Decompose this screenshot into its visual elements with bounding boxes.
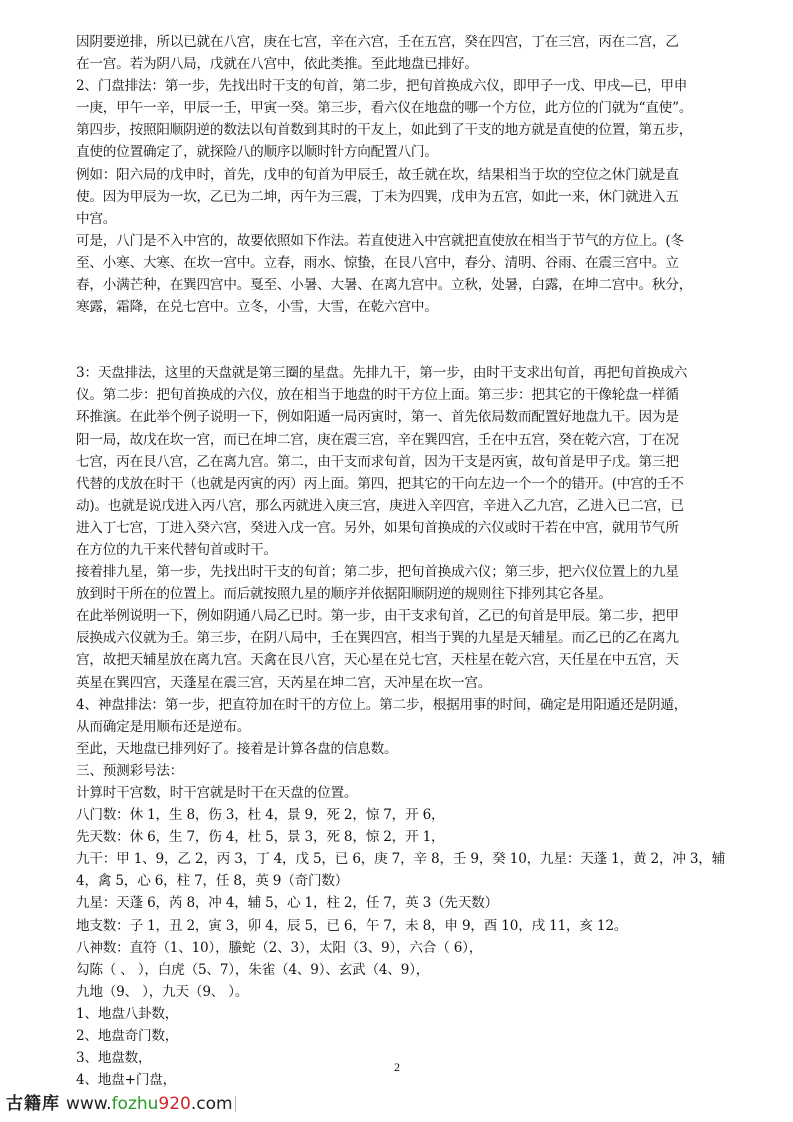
text-line: 九干：甲 1、9，乙 2，丙 3，丁 4，戊 5，已 6，庚 7，辛 8，壬 9，癸 10，九星：天蓬 1，黄 2，冲 3，辅 — [76, 851, 726, 868]
text-line: 计算时干宫数，时干宫就是时干在天盘的位置。 — [76, 785, 358, 801]
text-line: 仪。第二步：把旬首换成的六仪，放在相当于地盘的时干方位上面。第三步：把其它的干像轮盘一样循 — [76, 387, 679, 404]
text-line: 3：天盘排法，这里的天盘就是第三圈的星盘。先排九干，第一步，由时干支求出旬首，再把旬首换成六 — [76, 365, 688, 382]
text-line: 4、神盘排法：第一步，把直符加在时干的方位上。第二步，根据用事的时间，确定是用阳遁还是阴遁， — [76, 696, 688, 713]
text-line: 三、预测彩号法： — [76, 762, 184, 779]
text-line: 2、门盘排法：第一步，先找出时干支的旬首，第二步，把旬首换成六仪，即甲子一戊、甲戌—已，甲申 — [76, 78, 688, 95]
paragraph-spacer — [76, 318, 736, 362]
text-line: 至、小寒、大寒、在坎一宫中。立春，雨水、惊蛰，在艮八宫中，春分、清明、谷雨、在震三宫中。立 — [76, 254, 679, 271]
text-line: 例如：阳六局的戊申时，首先，戊申的旬首为甲辰壬，故壬就在坎，结果相当于坎的空位之休门就是直 — [76, 166, 679, 183]
text-line: 从而确定是用顺布还是逆布。 — [76, 718, 251, 735]
text-line: 勾陈（ 、 ），白虎（5、7），朱雀（4、9）、玄武（4、9）， — [76, 961, 430, 978]
text-line: 3、地盘数， — [76, 1050, 152, 1067]
paragraph — [76, 694, 736, 738]
text-line: 先天数：休 6，生 7，伤 4，杜 5，景 3，死 8，惊 2，开 1， — [76, 829, 445, 846]
text-line: 在方位的九干来代替旬首或时干。 — [76, 541, 277, 558]
paragraph — [76, 75, 736, 163]
text-line: 九星：天蓬 6，芮 8，冲 4，辅 5，心 1，柱 2，任 7，英 3（先天数） — [76, 895, 499, 912]
text-line: 4、地盘+门盘， — [76, 1072, 177, 1089]
watermark-url-red: 920 — [158, 1094, 191, 1114]
paragraph — [76, 561, 736, 605]
page-number: 2 — [394, 1060, 400, 1074]
text-line: 因阴要逆排，所以已就在八宫，庚在七宫，辛在六宫，壬在五宫，癸在四宫，丁在三宫，丙在二宫，乙 — [76, 34, 679, 50]
watermark-site-name: 古籍库 — [6, 1094, 60, 1114]
text-line: 进入丁七宫，丁进入癸六宫，癸进入戊一宫。另外，如果旬首换成的六仪或时干若在中宫，就用节气所 — [76, 519, 679, 536]
text-line: 环推演。在此举个例子说明一下，例如阳遁一局丙寅时，第一、首先依局数而配置好地盘九干。因为是 — [76, 409, 679, 426]
watermark-url-prefix: www. — [66, 1094, 112, 1114]
text-line: 4，禽 5，心 6，柱 7，任 8，英 9（奇门数） — [76, 873, 349, 890]
document-body — [76, 31, 736, 1091]
paragraph — [76, 31, 736, 75]
paragraph — [76, 164, 736, 230]
text-line: 英星在巽四宫，天蓬星在震三宫，天芮星在坤二宫，天冲星在坎一宫。 — [76, 674, 492, 691]
text-line: 可是，八门是不入中宫的，故要依照如下作法。若直使进入中宫就把直使放在相当于节气的方位上。(冬 — [76, 232, 684, 249]
text-line: 2、地盘奇门数， — [76, 1028, 179, 1045]
text-line: 一庚，甲午一辛，甲辰一壬，甲寅一癸。第三步，看六仪在地盘的哪一个方位，此方位的门就为“直使”。 — [76, 100, 693, 117]
text-line: 第四步，按照阳顺阴逆的数法以旬首数到其时的干友上，如此到了干支的地方就是直使的位置，第五步， — [76, 122, 693, 139]
text-line: 使。因为甲辰为一坎，乙已为二坤，丙午为三震，丁未为四巽，戊申为五宫，如此一来，休门就进入五 — [76, 188, 679, 205]
paragraph — [76, 738, 736, 1092]
watermark-divider — [235, 1096, 236, 1112]
text-line: 八神数：直符（1、10），螣蛇（2、3），太阳（3、9），六合（ 6）， — [76, 939, 483, 956]
watermark — [6, 1089, 236, 1114]
text-line: 春，小满芒种，在巽四宫中。戛至、小暑、大暑、在离九宫中。立秋，处暑，白露，在坤二宫中。秋分， — [76, 277, 693, 294]
text-line: 八门数：休 1，生 8，伤 3，杜 4，景 9，死 2，惊 7，开 6， — [76, 807, 445, 824]
text-line: 辰换成六仪就为壬。第三步，在阴八局中，壬在巽四宫，相当于巽的九星是天辅星。而乙已的乙在离九 — [76, 630, 679, 647]
text-line: 阳一局，故戊在坎一宫，而已在坤二宫，庚在震三宫，辛在巽四宫，壬在中五宫，癸在乾六宫，丁在况 — [76, 431, 679, 448]
text-line: 寒露，霜降，在兑七宫中。立冬，小雪，大雪，在乾六宫中。 — [76, 299, 438, 316]
paragraph — [76, 230, 736, 318]
text-line: 直使的位置确定了，就探险八的顺序以顺时针方向配置八门。 — [76, 144, 438, 161]
text-line: 中宫。 — [76, 210, 117, 227]
paragraph — [76, 362, 736, 561]
watermark-url-green: fozhu — [111, 1094, 159, 1114]
text-line: 至此，天地盘已排列好了。接着是计算各盘的信息数。 — [76, 740, 398, 757]
text-line: 1、地盘八卦数， — [76, 1005, 179, 1022]
text-line: 宫，故把天辅星放在离九宫。天禽在艮八宫，天心星在兑七宫，天柱星在乾六宫，天任星在中五宫，天 — [76, 652, 679, 669]
text-line: 放到时干所在的位置上。而后就按照九星的顺序并依据阳顺阴逆的规则往下排列其它各星。 — [76, 586, 612, 603]
text-line: 在此举例说明一下，例如阴通八局乙已时。第一步，由干支求旬首，乙已的旬首是甲辰。第二步，把甲 — [76, 608, 679, 625]
text-line: 动)。也就是说戊进入丙八宫，那么丙就进入庚三宫，庚进入辛四宫，辛进入乙九宫，乙进入已二宫，已 — [76, 497, 684, 514]
watermark-url-suffix: .com — [190, 1094, 233, 1114]
text-line: 接着排九星，第一步，先找出时干支的旬首；第二步，把旬首换成六仪；第三步，把六仪位置上的九星 — [76, 564, 679, 581]
text-line: 地支数：子 1，丑 2，寅 3，卯 4，辰 5，已 6，午 7，未 8，申 9，酉 10，戌 11，亥 12。 — [76, 917, 628, 934]
text-line: 七宫，丙在艮八宫，乙在离九宫。第二，由干支而求旬首，因为干支是丙寅，故旬首是甲子戊。第三把 — [76, 453, 679, 470]
text-line: 在一宫。若为阴八局，戊就在八宫中，依此类推。至此地盘已排好。 — [76, 56, 478, 73]
paragraph — [76, 605, 736, 693]
text-line: 代替的戊放在时干（也就是丙寅的丙）丙上面。第四，把其它的干向左边一个一个的错开。(中宫的壬不 — [76, 475, 684, 492]
text-line: 九地（9、 ），九天（9、 ）。 — [76, 983, 249, 1000]
